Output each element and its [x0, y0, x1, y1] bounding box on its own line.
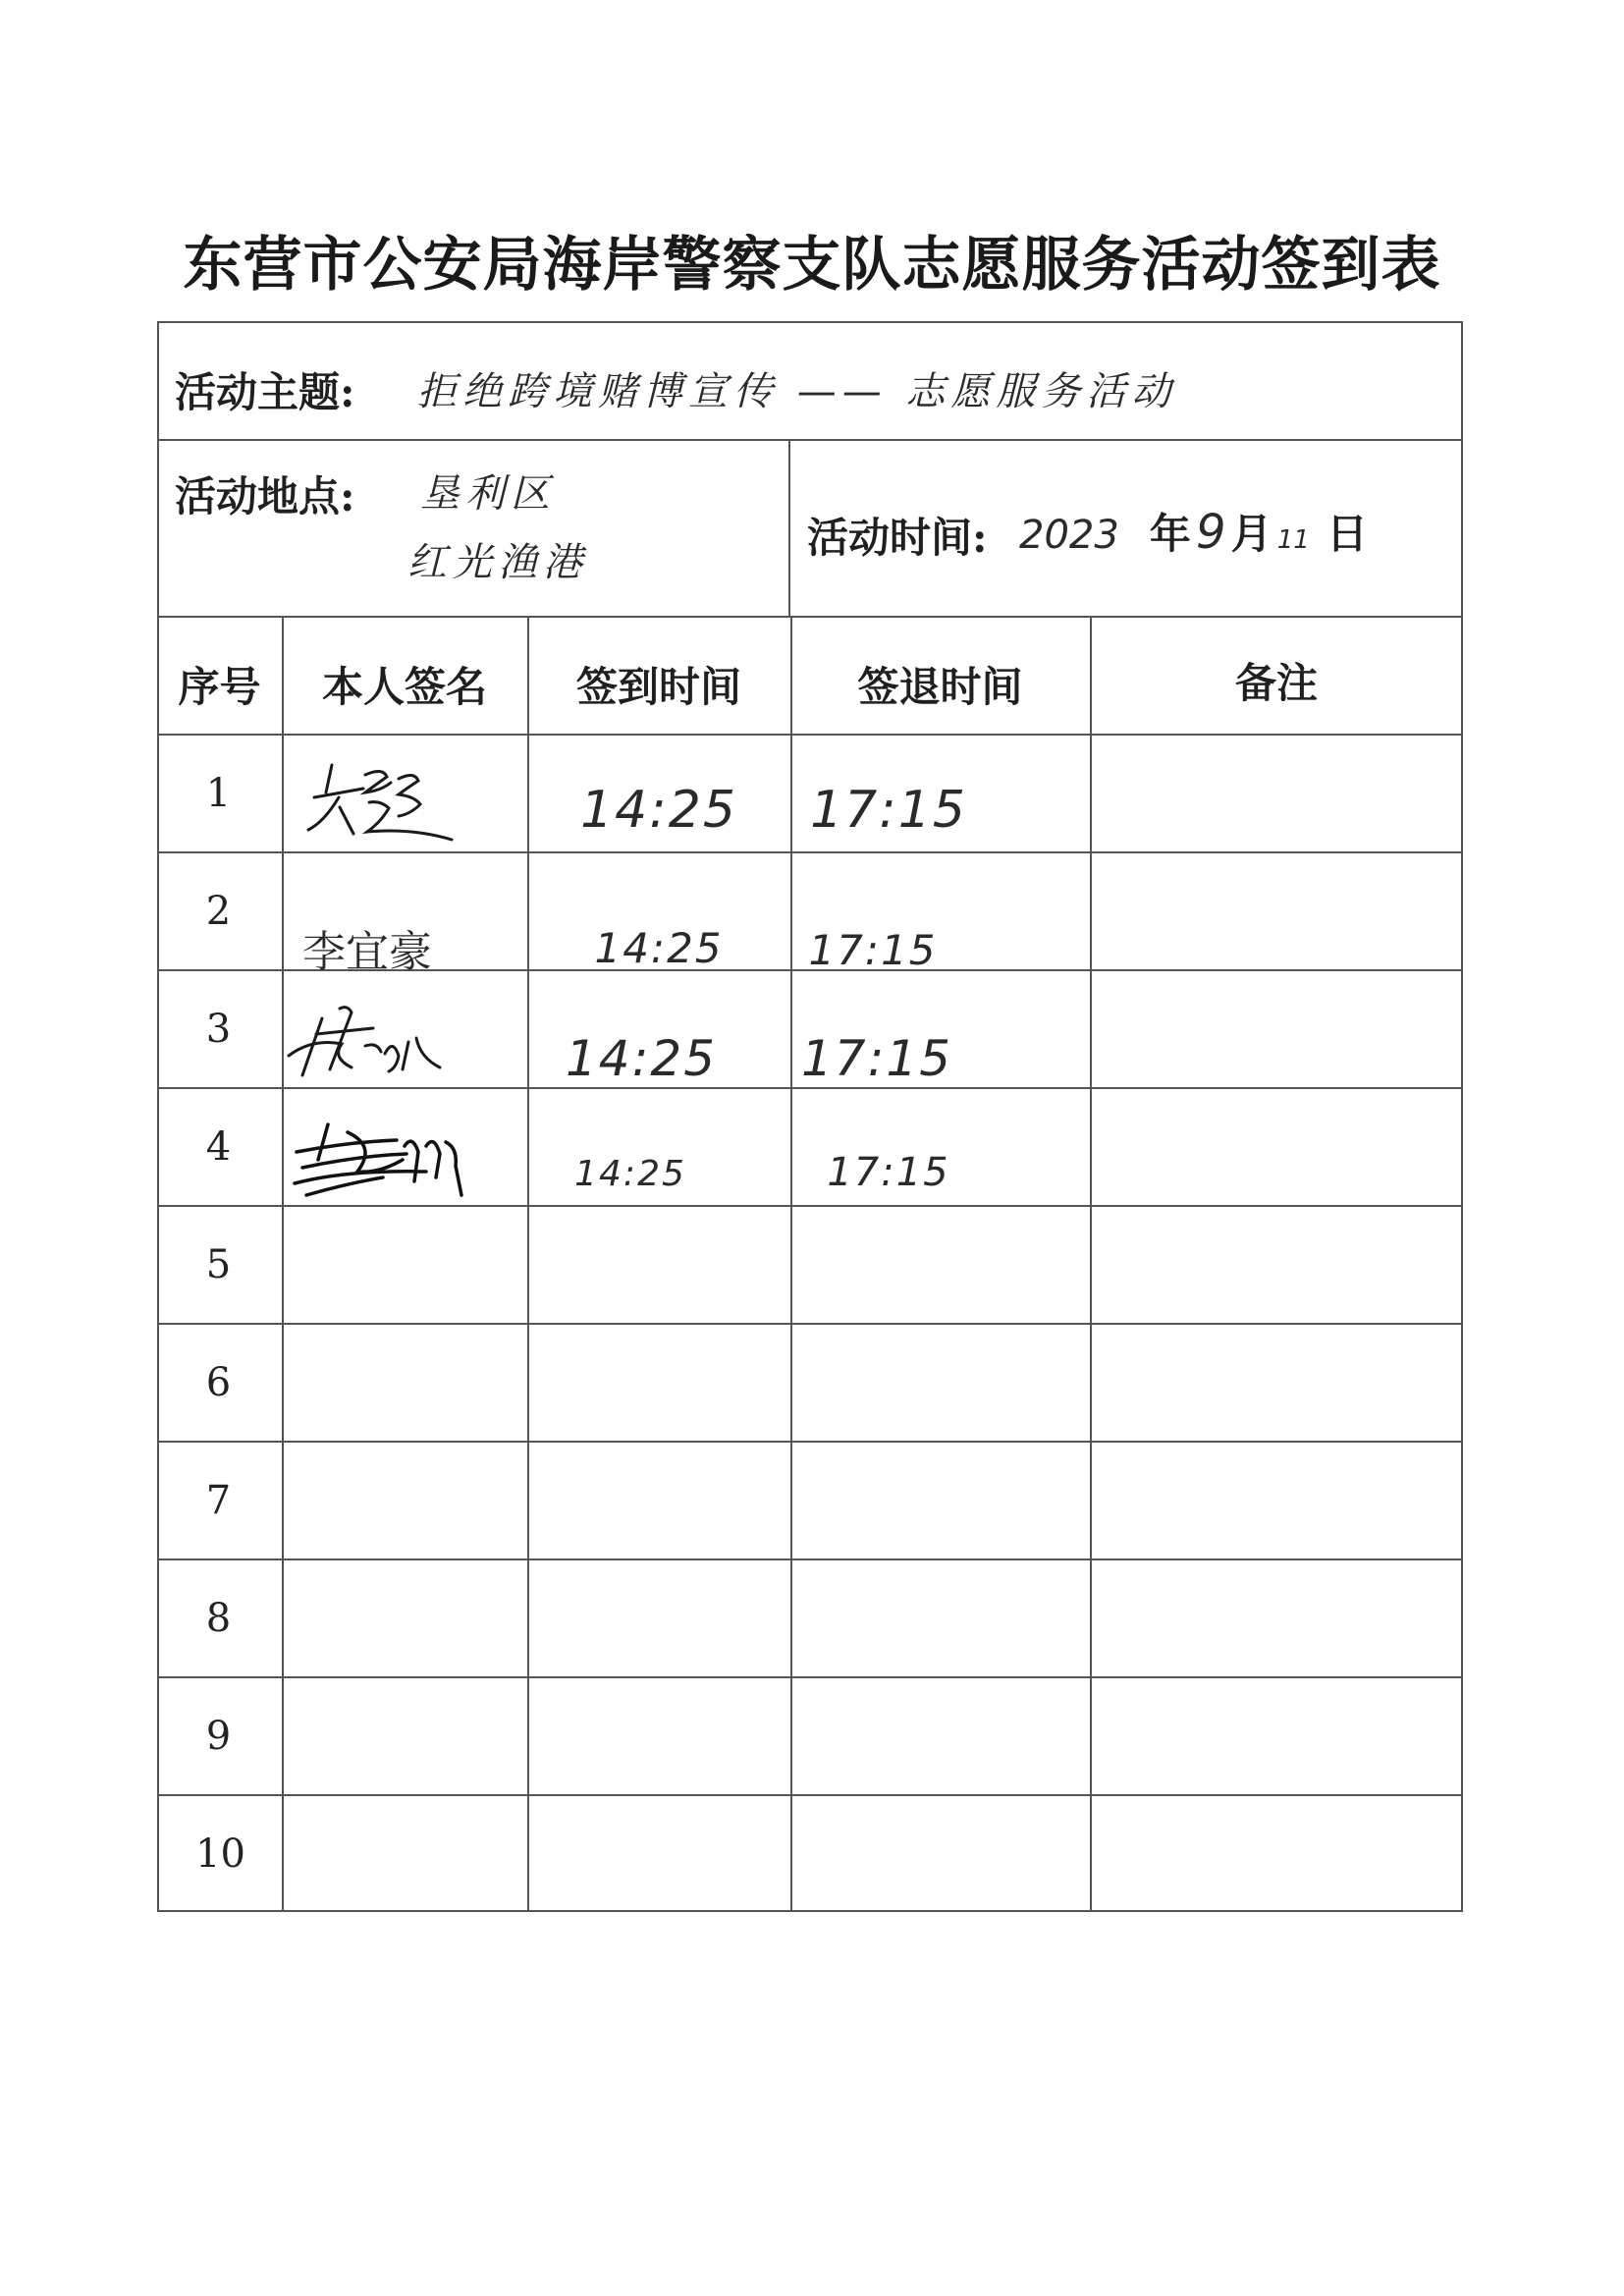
row-number: 4	[205, 1124, 232, 1170]
border-left	[157, 321, 159, 1912]
date-month: 9	[1196, 505, 1226, 560]
header-top-divider	[157, 616, 1463, 618]
col-header-sign-in: 签到时间	[575, 663, 741, 711]
row-divider	[157, 1205, 1463, 1207]
row-number: 3	[205, 1007, 232, 1052]
row-divider	[157, 1558, 1463, 1560]
col-header-signature: 本人签名	[321, 663, 487, 711]
date-day-suffix: 日	[1326, 510, 1368, 558]
location-label: 活动地点:	[175, 472, 355, 520]
border-right	[1461, 321, 1463, 1912]
theme-value: 拒绝跨境赌博宣传 —— 志愿服务活动	[417, 369, 1177, 414]
signature-image	[283, 999, 450, 1087]
header-bottom-divider	[157, 734, 1463, 736]
row-number: 8	[205, 1596, 232, 1641]
time-label: 活动时间:	[807, 514, 988, 562]
date-month-suffix: 月	[1230, 510, 1272, 558]
sign-in-time: 14:25	[574, 1154, 686, 1194]
sign-out-time: 17:15	[800, 1030, 953, 1087]
date-day: 11	[1276, 525, 1310, 555]
row-divider	[157, 1087, 1463, 1089]
sign-in-time: 14:25	[580, 781, 737, 840]
row-number: 6	[205, 1360, 232, 1405]
date-year-suffix: 年	[1149, 510, 1191, 558]
date-year: 2023	[1019, 513, 1119, 558]
activity-date	[1019, 502, 1368, 561]
col-header-sign-out: 签退时间	[857, 663, 1023, 711]
location-line2: 红光渔港	[407, 540, 588, 585]
row-number: 2	[205, 889, 232, 934]
row-number: 10	[195, 1831, 245, 1877]
border-top	[157, 321, 1463, 323]
location-time-divider	[788, 439, 790, 616]
row-number: 7	[205, 1478, 232, 1523]
row-divider	[157, 1676, 1463, 1678]
sign-out-time: 17:15	[808, 926, 938, 974]
page-title: 东营市公安局海岸警察支队志愿服务活动签到表	[183, 231, 1441, 300]
sign-out-time: 17:15	[810, 781, 967, 840]
row-divider	[157, 1323, 1463, 1325]
row-divider	[157, 1441, 1463, 1443]
row-number: 9	[205, 1714, 232, 1759]
row-number: 1	[205, 771, 232, 816]
col-divider-1	[282, 616, 284, 1912]
col-header-no: 序号	[178, 663, 261, 711]
row-divider	[157, 851, 1463, 853]
signature-image	[304, 753, 461, 851]
sign-out-time: 17:15	[827, 1150, 950, 1195]
location-line1: 垦利区	[420, 471, 556, 517]
signature-image	[289, 1113, 475, 1201]
border-bottom	[157, 1910, 1463, 1912]
col-divider-4	[1090, 616, 1092, 1912]
sign-in-time: 14:25	[594, 924, 724, 972]
sign-in-sheet	[157, 321, 1463, 1912]
theme-divider	[157, 439, 1463, 441]
theme-label: 活动主题:	[175, 368, 355, 416]
col-header-remark: 备注	[1234, 659, 1318, 707]
sign-in-time: 14:25	[565, 1030, 718, 1087]
row-divider	[157, 1794, 1463, 1796]
row-number: 5	[205, 1242, 232, 1287]
signature-text: 李宜豪	[302, 927, 432, 977]
